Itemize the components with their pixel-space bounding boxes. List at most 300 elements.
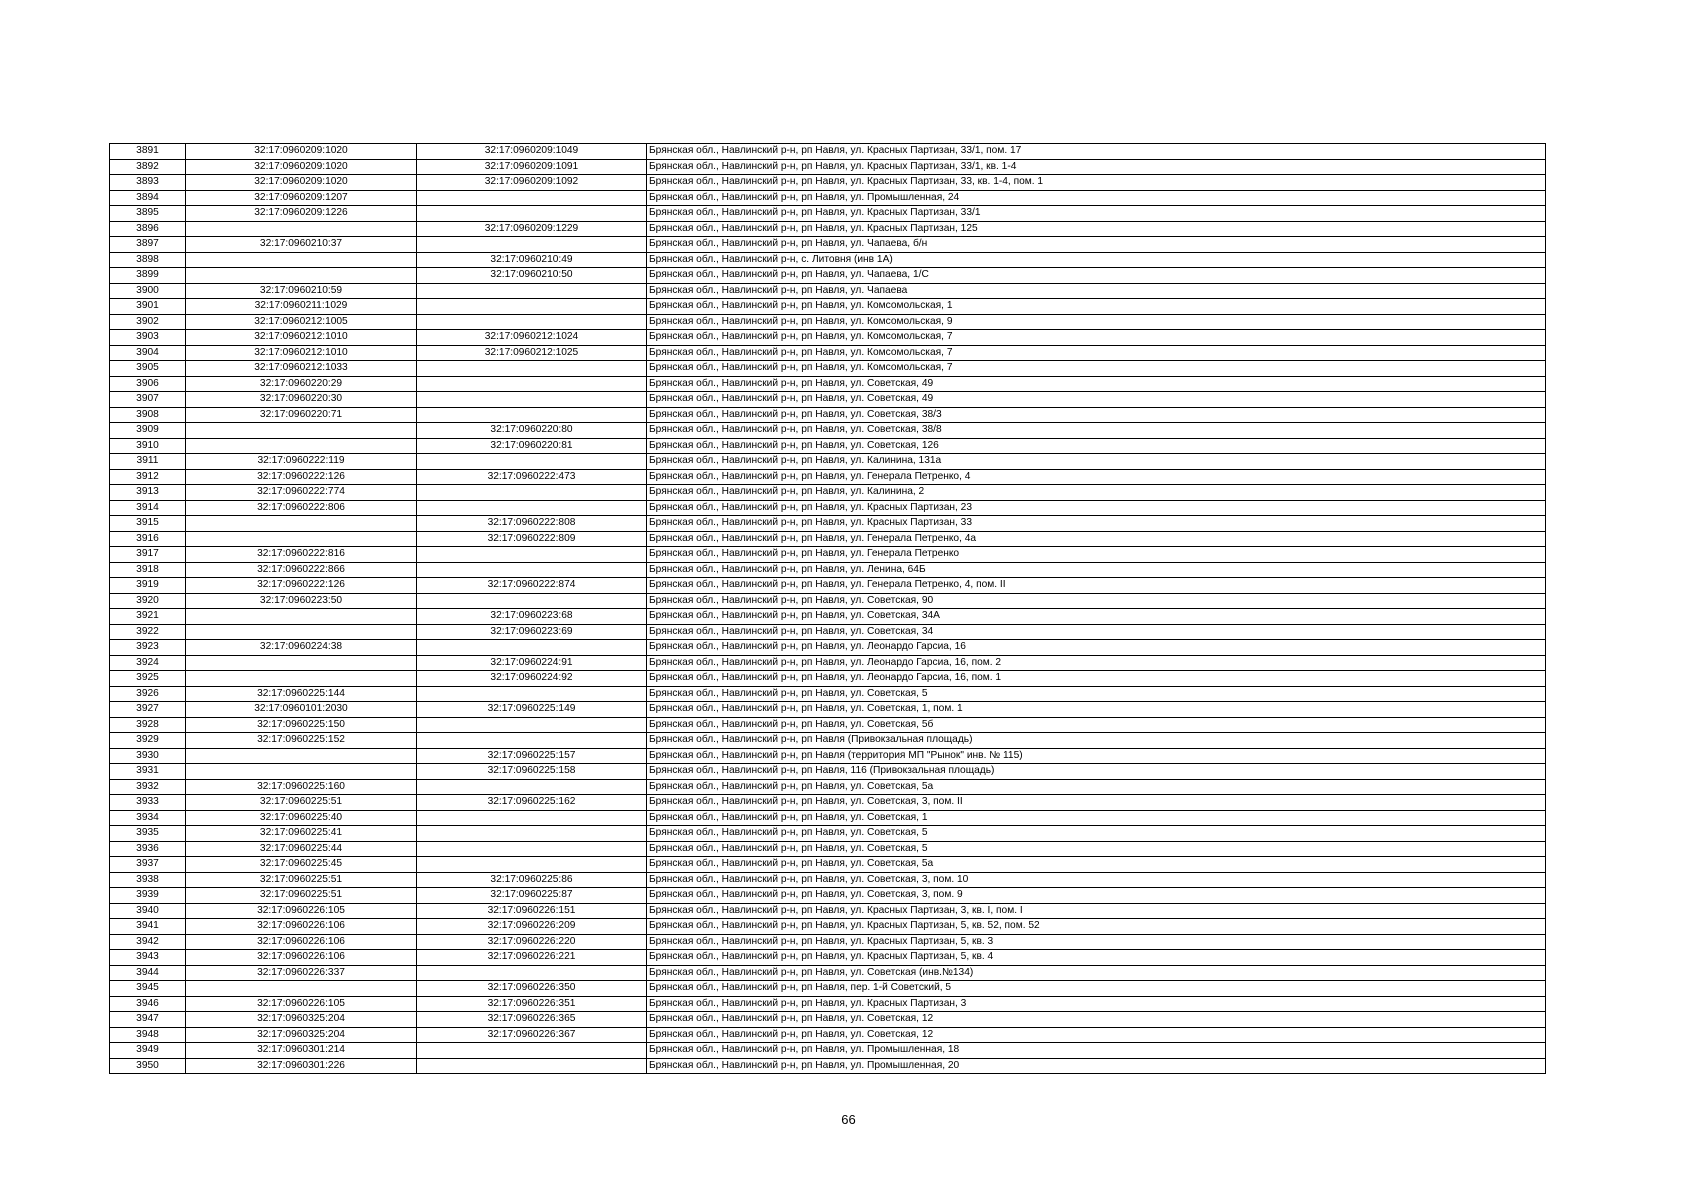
address-cell: Брянская обл., Навлинский р-н, рп Навля, ул. Советская, 1, пом. 1 <box>647 702 1546 718</box>
row-number-cell: 3944 <box>110 965 186 981</box>
table-row <box>110 950 1546 966</box>
address-cell: Брянская обл., Навлинский р-н, рп Навля (Привокзальная площадь) <box>647 733 1546 749</box>
related-cadastral-number-cell: 32:17:0960210:49 <box>417 252 647 268</box>
row-number-cell: 3931 <box>110 764 186 780</box>
address-cell: Брянская обл., Навлинский р-н, рп Навля, ул. Советская, 126 <box>647 438 1546 454</box>
related-cadastral-number-cell: 32:17:0960223:68 <box>417 609 647 625</box>
table-row <box>110 1027 1546 1043</box>
table-row <box>110 423 1546 439</box>
cadastral-number-cell: 32:17:0960226:106 <box>186 934 417 950</box>
cadastral-number-cell: 32:17:0960225:160 <box>186 779 417 795</box>
cadastral-number-cell: 32:17:0960226:106 <box>186 950 417 966</box>
table-row <box>110 144 1546 160</box>
table-row <box>110 190 1546 206</box>
row-number-cell: 3903 <box>110 330 186 346</box>
cadastral-number-cell: 32:17:0960225:44 <box>186 841 417 857</box>
row-number-cell: 3904 <box>110 345 186 361</box>
related-cadastral-number-cell: 32:17:0960212:1025 <box>417 345 647 361</box>
related-cadastral-number-cell: 32:17:0960225:149 <box>417 702 647 718</box>
address-cell: Брянская обл., Навлинский р-н, рп Навля, ул. Промышленная, 24 <box>647 190 1546 206</box>
row-number-cell: 3900 <box>110 283 186 299</box>
row-number-cell: 3934 <box>110 810 186 826</box>
address-cell: Брянская обл., Навлинский р-н, рп Навля, ул. Красных Партизан, 3 <box>647 996 1546 1012</box>
table-row <box>110 872 1546 888</box>
related-cadastral-number-cell <box>417 841 647 857</box>
address-cell: Брянская обл., Навлинский р-н, рп Навля, ул. Красных Партизан, 125 <box>647 221 1546 237</box>
related-cadastral-number-cell: 32:17:0960226:350 <box>417 981 647 997</box>
cadastral-number-cell <box>186 423 417 439</box>
cadastral-number-cell: 32:17:0960225:40 <box>186 810 417 826</box>
table-row <box>110 221 1546 237</box>
cadastral-number-cell: 32:17:0960222:866 <box>186 562 417 578</box>
cadastral-number-cell <box>186 516 417 532</box>
cadastral-number-cell: 32:17:0960209:1226 <box>186 206 417 222</box>
cadastral-number-cell: 32:17:0960212:1010 <box>186 330 417 346</box>
row-number-cell: 3927 <box>110 702 186 718</box>
table-row <box>110 981 1546 997</box>
table-row <box>110 547 1546 563</box>
row-number-cell: 3928 <box>110 717 186 733</box>
row-number-cell: 3945 <box>110 981 186 997</box>
cadastral-number-cell: 32:17:0960222:806 <box>186 500 417 516</box>
address-cell: Брянская обл., Навлинский р-н, рп Навля, ул. Советская, 3, пом. 10 <box>647 872 1546 888</box>
address-cell: Брянская обл., Навлинский р-н, рп Навля, ул. Леонардо Гарсиа, 16, пом. 2 <box>647 655 1546 671</box>
related-cadastral-number-cell: 32:17:0960225:86 <box>417 872 647 888</box>
row-number-cell: 3941 <box>110 919 186 935</box>
related-cadastral-number-cell: 32:17:0960224:92 <box>417 671 647 687</box>
row-number-cell: 3915 <box>110 516 186 532</box>
table-row <box>110 996 1546 1012</box>
table-row <box>110 1058 1546 1074</box>
related-cadastral-number-cell: 32:17:0960223:69 <box>417 624 647 640</box>
table-row <box>110 206 1546 222</box>
row-number-cell: 3912 <box>110 469 186 485</box>
related-cadastral-number-cell: 32:17:0960226:365 <box>417 1012 647 1028</box>
row-number-cell: 3909 <box>110 423 186 439</box>
row-number-cell: 3916 <box>110 531 186 547</box>
address-cell: Брянская обл., Навлинский р-н, рп Навля, ул. Калинина, 2 <box>647 485 1546 501</box>
cadastral-number-cell: 32:17:0960226:105 <box>186 903 417 919</box>
table-row <box>110 903 1546 919</box>
row-number-cell: 3917 <box>110 547 186 563</box>
row-number-cell: 3893 <box>110 175 186 191</box>
cadastral-number-cell: 32:17:0960212:1033 <box>186 361 417 377</box>
table-row <box>110 1043 1546 1059</box>
row-number-cell: 3919 <box>110 578 186 594</box>
address-cell: Брянская обл., Навлинский р-н, рп Навля, ул. Советская, 5а <box>647 779 1546 795</box>
related-cadastral-number-cell <box>417 1043 647 1059</box>
related-cadastral-number-cell <box>417 779 647 795</box>
cadastral-number-cell: 32:17:0960101:2030 <box>186 702 417 718</box>
address-cell: Брянская обл., Навлинский р-н, рп Навля, ул. Чапаева <box>647 283 1546 299</box>
address-cell: Брянская обл., Навлинский р-н, рп Навля, ул. Чапаева, 1/С <box>647 268 1546 284</box>
table-row <box>110 624 1546 640</box>
row-number-cell: 3933 <box>110 795 186 811</box>
page-number: 66 <box>841 1112 856 1127</box>
table-row <box>110 764 1546 780</box>
row-number-cell: 3907 <box>110 392 186 408</box>
address-cell: Брянская обл., Навлинский р-н, рп Навля, ул. Советская, 5а <box>647 857 1546 873</box>
row-number-cell: 3949 <box>110 1043 186 1059</box>
row-number-cell: 3948 <box>110 1027 186 1043</box>
row-number-cell: 3947 <box>110 1012 186 1028</box>
cadastral-number-cell: 32:17:0960209:1020 <box>186 159 417 175</box>
address-cell: Брянская обл., Навлинский р-н, рп Навля, ул. Советская, 34 <box>647 624 1546 640</box>
address-cell: Брянская обл., Навлинский р-н, рп Навля, ул. Советская, 49 <box>647 392 1546 408</box>
table-row <box>110 609 1546 625</box>
table-row <box>110 407 1546 423</box>
address-cell: Брянская обл., Навлинский р-н, рп Навля, ул. Красных Партизан, 33/1, пом. 17 <box>647 144 1546 160</box>
cadastral-number-cell: 32:17:0960222:816 <box>186 547 417 563</box>
related-cadastral-number-cell <box>417 485 647 501</box>
table-row <box>110 671 1546 687</box>
related-cadastral-number-cell: 32:17:0960209:1091 <box>417 159 647 175</box>
address-cell: Брянская обл., Навлинский р-н, рп Навля, ул. Советская (инв.№134) <box>647 965 1546 981</box>
cadastral-number-cell: 32:17:0960226:337 <box>186 965 417 981</box>
address-cell: Брянская обл., Навлинский р-н, рп Навля, ул. Промышленная, 18 <box>647 1043 1546 1059</box>
row-number-cell: 3938 <box>110 872 186 888</box>
table-row <box>110 485 1546 501</box>
related-cadastral-number-cell: 32:17:0960226:351 <box>417 996 647 1012</box>
related-cadastral-number-cell <box>417 454 647 470</box>
table-row <box>110 175 1546 191</box>
cadastral-number-cell: 32:17:0960225:150 <box>186 717 417 733</box>
address-cell: Брянская обл., Навлинский р-н, рп Навля, ул. Советская, 1 <box>647 810 1546 826</box>
row-number-cell: 3925 <box>110 671 186 687</box>
related-cadastral-number-cell: 32:17:0960212:1024 <box>417 330 647 346</box>
row-number-cell: 3892 <box>110 159 186 175</box>
row-number-cell: 3914 <box>110 500 186 516</box>
cadastral-number-cell <box>186 981 417 997</box>
related-cadastral-number-cell: 32:17:0960226:367 <box>417 1027 647 1043</box>
table-row <box>110 516 1546 532</box>
cadastral-number-cell: 32:17:0960210:59 <box>186 283 417 299</box>
cadastral-number-cell: 32:17:0960209:1020 <box>186 175 417 191</box>
row-number-cell: 3896 <box>110 221 186 237</box>
row-number-cell: 3924 <box>110 655 186 671</box>
row-number-cell: 3902 <box>110 314 186 330</box>
cadastral-number-cell: 32:17:0960225:41 <box>186 826 417 842</box>
table-row <box>110 748 1546 764</box>
row-number-cell: 3891 <box>110 144 186 160</box>
row-number-cell: 3929 <box>110 733 186 749</box>
row-number-cell: 3898 <box>110 252 186 268</box>
row-number-cell: 3943 <box>110 950 186 966</box>
related-cadastral-number-cell <box>417 500 647 516</box>
table-row <box>110 1012 1546 1028</box>
registry-table <box>109 143 1546 1074</box>
address-cell: Брянская обл., Навлинский р-н, рп Навля, ул. Красных Партизан, 33/1, кв. 1-4 <box>647 159 1546 175</box>
related-cadastral-number-cell <box>417 361 647 377</box>
address-cell: Брянская обл., Навлинский р-н, рп Навля, ул. Комсомольская, 7 <box>647 345 1546 361</box>
cadastral-number-cell: 32:17:0960225:51 <box>186 795 417 811</box>
related-cadastral-number-cell: 32:17:0960225:162 <box>417 795 647 811</box>
related-cadastral-number-cell <box>417 283 647 299</box>
cadastral-number-cell: 32:17:0960222:774 <box>186 485 417 501</box>
address-cell: Брянская обл., Навлинский р-н, рп Навля, ул. Красных Партизан, 5, кв. 4 <box>647 950 1546 966</box>
cadastral-number-cell <box>186 221 417 237</box>
row-number-cell: 3939 <box>110 888 186 904</box>
address-cell: Брянская обл., Навлинский р-н, рп Навля, ул. Красных Партизан, 23 <box>647 500 1546 516</box>
row-number-cell: 3906 <box>110 376 186 392</box>
address-cell: Брянская обл., Навлинский р-н, рп Навля, ул. Красных Партизан, 5, кв. 52, пом. 52 <box>647 919 1546 935</box>
address-cell: Брянская обл., Навлинский р-н, рп Навля, ул. Советская, 5 <box>647 841 1546 857</box>
table-row <box>110 795 1546 811</box>
row-number-cell: 3950 <box>110 1058 186 1074</box>
cadastral-number-cell: 32:17:0960301:214 <box>186 1043 417 1059</box>
cadastral-number-cell: 32:17:0960226:106 <box>186 919 417 935</box>
cadastral-number-cell: 32:17:0960222:119 <box>186 454 417 470</box>
row-number-cell: 3920 <box>110 593 186 609</box>
cadastral-number-cell <box>186 624 417 640</box>
address-cell: Брянская обл., Навлинский р-н, рп Навля, ул. Советская, 5б <box>647 717 1546 733</box>
cadastral-number-cell: 32:17:0960220:29 <box>186 376 417 392</box>
table-row <box>110 717 1546 733</box>
related-cadastral-number-cell: 32:17:0960226:220 <box>417 934 647 950</box>
row-number-cell: 3913 <box>110 485 186 501</box>
address-cell: Брянская обл., Навлинский р-н, рп Навля, ул. Комсомольская, 1 <box>647 299 1546 315</box>
address-cell: Брянская обл., Навлинский р-н, рп Навля, ул. Советская, 38/8 <box>647 423 1546 439</box>
related-cadastral-number-cell <box>417 640 647 656</box>
related-cadastral-number-cell: 32:17:0960225:158 <box>417 764 647 780</box>
row-number-cell: 3908 <box>110 407 186 423</box>
row-number-cell: 3918 <box>110 562 186 578</box>
row-number-cell: 3935 <box>110 826 186 842</box>
row-number-cell: 3921 <box>110 609 186 625</box>
row-number-cell: 3894 <box>110 190 186 206</box>
related-cadastral-number-cell: 32:17:0960209:1229 <box>417 221 647 237</box>
related-cadastral-number-cell: 32:17:0960222:473 <box>417 469 647 485</box>
row-number-cell: 3911 <box>110 454 186 470</box>
cadastral-number-cell: 32:17:0960220:30 <box>186 392 417 408</box>
cadastral-number-cell: 32:17:0960225:45 <box>186 857 417 873</box>
related-cadastral-number-cell: 32:17:0960210:50 <box>417 268 647 284</box>
table-row <box>110 392 1546 408</box>
table-row <box>110 237 1546 253</box>
table-row <box>110 733 1546 749</box>
address-cell: Брянская обл., Навлинский р-н, рп Навля, ул. Ленина, 64Б <box>647 562 1546 578</box>
table-row <box>110 531 1546 547</box>
cadastral-number-cell: 32:17:0960209:1207 <box>186 190 417 206</box>
related-cadastral-number-cell <box>417 407 647 423</box>
cadastral-number-cell: 32:17:0960224:38 <box>186 640 417 656</box>
related-cadastral-number-cell: 32:17:0960209:1049 <box>417 144 647 160</box>
address-cell: Брянская обл., Навлинский р-н, рп Навля, ул. Советская, 49 <box>647 376 1546 392</box>
related-cadastral-number-cell <box>417 299 647 315</box>
address-cell: Брянская обл., Навлинский р-н, рп Навля, ул. Советская, 3, пом. II <box>647 795 1546 811</box>
related-cadastral-number-cell <box>417 826 647 842</box>
address-cell: Брянская обл., Навлинский р-н, рп Навля, ул. Советская, 34А <box>647 609 1546 625</box>
address-cell: Брянская обл., Навлинский р-н, рп Навля, ул. Леонардо Гарсиа, 16 <box>647 640 1546 656</box>
address-cell: Брянская обл., Навлинский р-н, рп Навля, ул. Советская, 5 <box>647 826 1546 842</box>
table-row <box>110 454 1546 470</box>
table-row <box>110 500 1546 516</box>
table-row <box>110 919 1546 935</box>
cadastral-number-cell: 32:17:0960223:50 <box>186 593 417 609</box>
row-number-cell: 3936 <box>110 841 186 857</box>
row-number-cell: 3930 <box>110 748 186 764</box>
cadastral-number-cell <box>186 764 417 780</box>
address-cell: Брянская обл., Навлинский р-н, с. Литовня (инв 1А) <box>647 252 1546 268</box>
related-cadastral-number-cell: 32:17:0960222:874 <box>417 578 647 594</box>
related-cadastral-number-cell <box>417 562 647 578</box>
address-cell: Брянская обл., Навлинский р-н, рп Навля, ул. Советская, 5 <box>647 686 1546 702</box>
related-cadastral-number-cell: 32:17:0960225:157 <box>417 748 647 764</box>
table-row <box>110 159 1546 175</box>
address-cell: Брянская обл., Навлинский р-н, рп Навля, ул. Комсомольская, 9 <box>647 314 1546 330</box>
table-row <box>110 578 1546 594</box>
related-cadastral-number-cell <box>417 593 647 609</box>
address-cell: Брянская обл., Навлинский р-н, рп Навля, ул. Советская, 3, пом. 9 <box>647 888 1546 904</box>
related-cadastral-number-cell <box>417 376 647 392</box>
table-row <box>110 345 1546 361</box>
table-row <box>110 686 1546 702</box>
row-number-cell: 3937 <box>110 857 186 873</box>
table-row <box>110 314 1546 330</box>
address-cell: Брянская обл., Навлинский р-н, рп Навля, ул. Красных Партизан, 33/1 <box>647 206 1546 222</box>
table-row <box>110 593 1546 609</box>
related-cadastral-number-cell <box>417 392 647 408</box>
related-cadastral-number-cell <box>417 733 647 749</box>
cadastral-number-cell <box>186 671 417 687</box>
related-cadastral-number-cell <box>417 547 647 563</box>
cadastral-number-cell: 32:17:0960212:1005 <box>186 314 417 330</box>
address-cell: Брянская обл., Навлинский р-н, рп Навля (территория МП "Рынок" инв. № 115) <box>647 748 1546 764</box>
cadastral-number-cell: 32:17:0960222:126 <box>186 469 417 485</box>
address-cell: Брянская обл., Навлинский р-н, рп Навля, ул. Советская, 38/3 <box>647 407 1546 423</box>
related-cadastral-number-cell <box>417 857 647 873</box>
row-number-cell: 3895 <box>110 206 186 222</box>
cadastral-number-cell: 32:17:0960325:204 <box>186 1012 417 1028</box>
related-cadastral-number-cell <box>417 810 647 826</box>
address-cell: Брянская обл., Навлинский р-н, рп Навля, пер. 1-й Советский, 5 <box>647 981 1546 997</box>
address-cell: Брянская обл., Навлинский р-н, рп Навля, ул. Комсомольская, 7 <box>647 361 1546 377</box>
cadastral-number-cell: 32:17:0960212:1010 <box>186 345 417 361</box>
row-number-cell: 3940 <box>110 903 186 919</box>
related-cadastral-number-cell: 32:17:0960220:81 <box>417 438 647 454</box>
related-cadastral-number-cell: 32:17:0960209:1092 <box>417 175 647 191</box>
cadastral-number-cell: 32:17:0960220:71 <box>186 407 417 423</box>
table-row <box>110 283 1546 299</box>
related-cadastral-number-cell <box>417 1058 647 1074</box>
table-row <box>110 702 1546 718</box>
cadastral-number-cell: 32:17:0960325:204 <box>186 1027 417 1043</box>
cadastral-number-cell <box>186 268 417 284</box>
row-number-cell: 3922 <box>110 624 186 640</box>
related-cadastral-number-cell <box>417 237 647 253</box>
related-cadastral-number-cell <box>417 206 647 222</box>
table-row <box>110 888 1546 904</box>
table-row <box>110 841 1546 857</box>
row-number-cell: 3942 <box>110 934 186 950</box>
address-cell: Брянская обл., Навлинский р-н, рп Навля, ул. Советская, 12 <box>647 1012 1546 1028</box>
table-row <box>110 469 1546 485</box>
table-row <box>110 438 1546 454</box>
related-cadastral-number-cell <box>417 314 647 330</box>
address-cell: Брянская обл., Навлинский р-н, рп Навля, ул. Генерала Петренко, 4 <box>647 469 1546 485</box>
cadastral-number-cell: 32:17:0960210:37 <box>186 237 417 253</box>
table-row <box>110 779 1546 795</box>
related-cadastral-number-cell <box>417 965 647 981</box>
row-number-cell: 3932 <box>110 779 186 795</box>
row-number-cell: 3899 <box>110 268 186 284</box>
address-cell: Брянская обл., Навлинский р-н, рп Навля, ул. Генерала Петренко <box>647 547 1546 563</box>
address-cell: Брянская обл., Навлинский р-н, рп Навля, ул. Красных Партизан, 5, кв. 3 <box>647 934 1546 950</box>
row-number-cell: 3905 <box>110 361 186 377</box>
address-cell: Брянская обл., Навлинский р-н, рп Навля, ул. Генерала Петренко, 4а <box>647 531 1546 547</box>
cadastral-number-cell: 32:17:0960226:105 <box>186 996 417 1012</box>
address-cell: Брянская обл., Навлинский р-н, рп Навля, 116 (Привокзальная площадь) <box>647 764 1546 780</box>
row-number-cell: 3901 <box>110 299 186 315</box>
address-cell: Брянская обл., Навлинский р-н, рп Навля, ул. Чапаева, б/н <box>647 237 1546 253</box>
address-cell: Брянская обл., Навлинский р-н, рп Навля, ул. Леонардо Гарсиа, 16, пом. 1 <box>647 671 1546 687</box>
related-cadastral-number-cell: 32:17:0960222:809 <box>417 531 647 547</box>
related-cadastral-number-cell: 32:17:0960225:87 <box>417 888 647 904</box>
related-cadastral-number-cell: 32:17:0960226:221 <box>417 950 647 966</box>
address-cell: Брянская обл., Навлинский р-н, рп Навля, ул. Генерала Петренко, 4, пом. II <box>647 578 1546 594</box>
row-number-cell: 3897 <box>110 237 186 253</box>
table-row <box>110 934 1546 950</box>
row-number-cell: 3910 <box>110 438 186 454</box>
registry-table-body <box>110 144 1546 1074</box>
related-cadastral-number-cell <box>417 686 647 702</box>
address-cell: Брянская обл., Навлинский р-н, рп Навля, ул. Красных Партизан, 33, кв. 1-4, пом. 1 <box>647 175 1546 191</box>
cadastral-number-cell: 32:17:0960225:51 <box>186 888 417 904</box>
table-row <box>110 330 1546 346</box>
cadastral-number-cell: 32:17:0960211:1029 <box>186 299 417 315</box>
table-row <box>110 810 1546 826</box>
cadastral-number-cell <box>186 748 417 764</box>
cadastral-number-cell <box>186 609 417 625</box>
table-row <box>110 857 1546 873</box>
address-cell: Брянская обл., Навлинский р-н, рп Навля, ул. Советская, 90 <box>647 593 1546 609</box>
cadastral-number-cell: 32:17:0960222:126 <box>186 578 417 594</box>
table-row <box>110 361 1546 377</box>
cadastral-number-cell <box>186 655 417 671</box>
address-cell: Брянская обл., Навлинский р-н, рп Навля, ул. Красных Партизан, 3, кв. I, пом. I <box>647 903 1546 919</box>
cadastral-number-cell <box>186 252 417 268</box>
related-cadastral-number-cell: 32:17:0960224:91 <box>417 655 647 671</box>
table-row <box>110 376 1546 392</box>
address-cell: Брянская обл., Навлинский р-н, рп Навля, ул. Калинина, 131а <box>647 454 1546 470</box>
table-row <box>110 299 1546 315</box>
table-row <box>110 268 1546 284</box>
cadastral-number-cell: 32:17:0960301:226 <box>186 1058 417 1074</box>
table-row <box>110 562 1546 578</box>
address-cell: Брянская обл., Навлинский р-н, рп Навля, ул. Комсомольская, 7 <box>647 330 1546 346</box>
table-row <box>110 252 1546 268</box>
table-row <box>110 826 1546 842</box>
related-cadastral-number-cell: 32:17:0960222:808 <box>417 516 647 532</box>
table-row <box>110 965 1546 981</box>
related-cadastral-number-cell <box>417 717 647 733</box>
table-row <box>110 640 1546 656</box>
related-cadastral-number-cell: 32:17:0960220:80 <box>417 423 647 439</box>
cadastral-number-cell <box>186 438 417 454</box>
cadastral-number-cell: 32:17:0960225:51 <box>186 872 417 888</box>
row-number-cell: 3926 <box>110 686 186 702</box>
cadastral-number-cell: 32:17:0960225:152 <box>186 733 417 749</box>
row-number-cell: 3923 <box>110 640 186 656</box>
cadastral-number-cell: 32:17:0960225:144 <box>186 686 417 702</box>
address-cell: Брянская обл., Навлинский р-н, рп Навля, ул. Промышленная, 20 <box>647 1058 1546 1074</box>
address-cell: Брянская обл., Навлинский р-н, рп Навля, ул. Красных Партизан, 33 <box>647 516 1546 532</box>
table-row <box>110 655 1546 671</box>
address-cell: Брянская обл., Навлинский р-н, рп Навля, ул. Советская, 12 <box>647 1027 1546 1043</box>
row-number-cell: 3946 <box>110 996 186 1012</box>
related-cadastral-number-cell: 32:17:0960226:151 <box>417 903 647 919</box>
cadastral-number-cell <box>186 531 417 547</box>
